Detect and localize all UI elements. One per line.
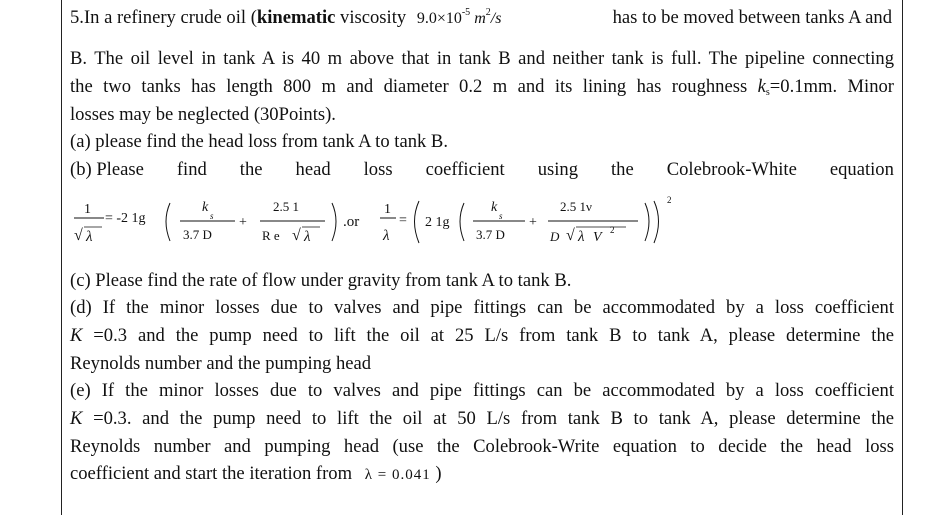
eq2-outer-left-paren [415,201,420,243]
part-d-line-2-text: =0.3 and the pump need to lift the oil at 25 L/s from tank B to tank A, please determine the [82,325,894,346]
part-d-line-3: Reynolds number and the pumping head [70,353,372,374]
eq1-right-paren [332,203,336,241]
eq2-251v: 2.5 1ν [560,199,592,214]
unit-m: m [474,10,486,27]
part-e-line-3: Reynolds number and pumping head (use the Colebrook-Write equation to decide the head loss [70,436,894,457]
eq2-v-exponent: 2 [610,225,615,235]
eq1-251: 2.5 1 [273,199,299,214]
eq2-lambda-2: λ [578,229,585,245]
eq2-plus: + [529,215,537,230]
eq1-plus: + [239,215,247,230]
part-b-word: the [239,159,263,180]
part-b-word: head [295,159,331,180]
eq2-sqrt: √ [566,227,575,244]
part-d-line-2 [70,325,894,347]
part-c: (c) Please find the rate of flow under gravity from tank A to tank B. [70,270,572,291]
closing-paren: ) [430,463,442,484]
part-b-word: coefficient [425,159,505,180]
part-e-line-4-text: coefficient and start the iteration from [70,463,357,484]
loss-coefficient-k: K [70,325,83,346]
eq1-sqrt: √ [74,227,83,244]
eq1-numerator: 1 [84,202,91,217]
problem-intro-text: 5.In a refinery crude oil ( [70,7,257,28]
page-border-left [61,0,62,515]
eq2-k-sub: s [499,211,503,221]
eq2-outer-right-paren [654,201,659,243]
part-b-word: find [176,159,207,180]
line-3-end: =0.1mm. Minor [769,76,894,97]
eq2-square-exponent: 2 [667,195,672,205]
eq2-left-paren [460,203,464,241]
line-3-text: the two tanks has length 800 m and diameter 0.2 m and its lining has roughness [70,76,758,97]
viscosity-exponent: -5 [461,7,471,18]
part-e-line-1: (e) If the minor losses due to valves and pipe fittings can be accommodated by a loss coefficient [70,380,894,401]
part-b-word: loss [363,159,393,180]
eq2-lambda: λ [383,228,390,244]
part-b-word: equation [829,159,894,180]
eq2-right-paren [645,203,649,241]
loss-coefficient-k-2: K [70,408,83,429]
problem-line-3 [70,76,894,98]
eq1-minus-2lg: = -2 1g [105,211,146,226]
problem-line-1 [70,7,894,30]
problem-line-1-end: has to be moved between tanks A and [612,7,892,28]
eq1-k: k [202,200,209,215]
eq1-k-sub: s [210,211,214,221]
part-b-word: using [537,159,579,180]
problem-line-4: losses may be neglected (30Points). [70,104,336,125]
colebrook-white-equation [70,193,690,253]
eq1-denominator-d: 3.7 D [183,227,212,242]
eq2-denominator-d: 3.7 D [476,227,505,242]
unit-s: /s [490,10,502,27]
part-b-word: (b) Please [70,159,144,180]
kinematic-bold: kinematic [256,7,336,28]
eq1-sqrt-2: √ [292,227,301,244]
roughness-k: k [757,76,766,97]
eq2-k: k [491,200,498,215]
part-d-line-1: (d) If the minor losses due to valves and pipe fittings can be accommodated by a loss coefficient [70,297,894,318]
problem-line-2: B. The oil level in tank A is 40 m above that in tank B and neither tank is full. The pipeline connecting [70,48,894,69]
part-a: (a) please find the head loss from tank A to tank B. [70,131,448,152]
roughness-sub: s [765,87,770,98]
page-border-right [902,0,903,515]
part-b [70,159,894,181]
eq1-left-paren [166,203,170,241]
eq1-lambda-2: λ [304,229,311,245]
unit-m-exponent: 2 [485,7,491,18]
eq2-equals: = [399,213,407,228]
eq2-2lg: 2 1g [425,215,450,230]
eq2-d: D [550,229,560,244]
viscosity-value [416,7,502,27]
part-b-word: the [611,159,634,180]
part-e-line-4 [70,463,894,486]
viscosity-label: viscosity [335,7,411,28]
eq-or: .or [343,214,360,230]
part-e-line-2-text: =0.3. and the pump need to lift the oil at 50 L/s from tank B to tank A, please determine the [82,408,894,429]
eq1-lambda: λ [86,229,93,245]
eq2-v: V [593,230,602,245]
eq2-numerator: 1 [384,202,391,217]
part-b-word: Colebrook-White [666,159,797,180]
part-e-line-2 [70,408,894,430]
initial-lambda: λ = 0.041 [364,467,431,483]
eq1-re: R e [262,228,280,243]
viscosity-mantissa: 9.0×10 [416,10,462,27]
